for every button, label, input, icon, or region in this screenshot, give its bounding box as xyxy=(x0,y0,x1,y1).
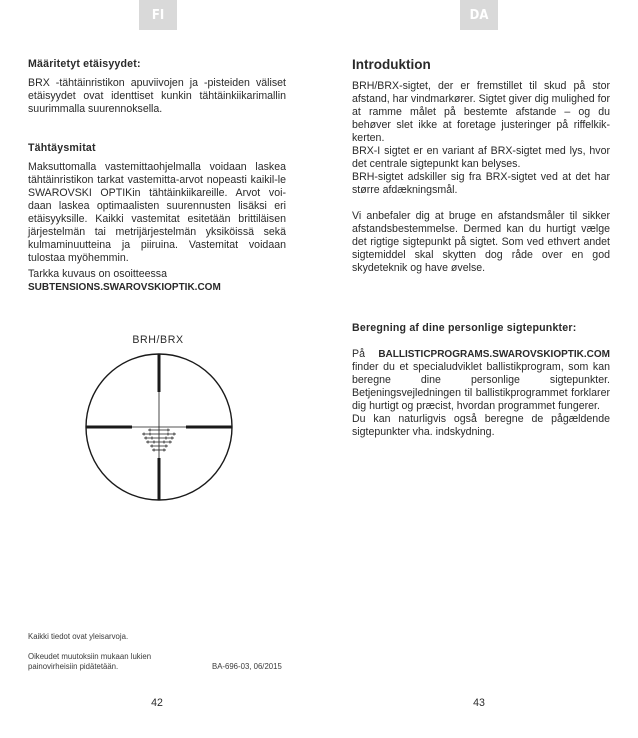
document-code: BA-696-03, 06/2015 xyxy=(212,662,282,671)
reticle-label: BRH/BRX xyxy=(132,334,184,346)
heading-distances: Määritetyt etäisyydet: xyxy=(28,58,141,70)
ballistic-body-text: finder du et specialudviklet ballistikprogram, som kan beregne dine personlige sigtepunkter. Betjeningsvejledningen til ballistikprogrammet forklarer dig hurtigt og præcist, hvordan programmet fungerer. xyxy=(352,361,610,412)
footnote-rights: Oikeudet muutoksiin mukaan lukien painovirheisiin pidätetään. xyxy=(28,652,152,671)
heading-subtensions: Tähtäysmitat xyxy=(28,142,96,154)
paragraph-brxi: BRX-I sigtet er en variant af BRX-sigtet med lys, hvor det centrale sigtepunkt kan belyses. xyxy=(352,145,610,170)
reticle-diagram xyxy=(84,352,234,502)
paragraph-intro: BRH/BRX-sigtet, der er fremstillet til skud på stor afstand, har vindmarkører. Sigtet giver dig mulighed for at ramme målet på bestemte afstande – og du behøver slet ikke at foretage justeringer på riffelkik-kerten. xyxy=(352,80,610,144)
footnote-values: Kaikki tiedot ovat yleisarvoja. xyxy=(28,632,129,641)
paragraph-ballistic xyxy=(352,348,610,413)
subtensions-link[interactable]: SUBTENSIONS.SWAROVSKIOPTIK.COM xyxy=(28,282,221,293)
ballistic-program-link[interactable]: BALLISTICPROGRAMS.SWAROVSKIOPTIK.COM xyxy=(378,349,610,360)
paragraph-subtensions: Maksuttomalla vastemittaohjelmalla voidaan laskea tähtäinristikon tarkat vastemitta-arvot nopeasti kaikil-le SWAROVSKI OPTIKin tähtäinkiikareille. Arvot voi-daan laskea optimaalisten suurennusten lisäksi eri etäisyyksille. Kaikki vastemitat esitetään brittiläisen järjestelmän tai metrijärjestelmän yksiköissä sekä kulmaminuutteina ja piiruina. Vastemitat voidaan tulostaa myöhemmin. xyxy=(28,161,286,264)
heading-calculation: Beregning af dine personlige sigtepunkter: xyxy=(352,322,577,334)
right-column xyxy=(352,58,610,439)
paragraph-brh: BRH-sigtet adskiller sig fra BRX-sigtet ved at det har større afdækningsmål. xyxy=(352,171,610,196)
heading-introduction: Introduktion xyxy=(352,57,431,72)
language-tab-da: DA xyxy=(460,0,498,30)
paragraph-zeroing: Du kan naturligvis også beregne de pågældende sigtepunkter vha. indskydning. xyxy=(352,413,610,438)
paragraph-distances: BRX -tähtäinristikon apuviivojen ja -pisteiden väliset etäisyydet ovat identtiset kunkin tähtäinkiikarimallin suurimmalla suurennoksella. xyxy=(28,77,286,115)
language-tab-fi: FI xyxy=(139,0,177,30)
page-number-right: 43 xyxy=(473,697,485,709)
paragraph-rangefinder: Vi anbefaler dig at bruge en afstandsmåler til sikker afstandsbestemmelse. Dermed kan du hurtigt vælge det rigtige sigtepunkt på sigtet. Som ved ethvert andet sigtemiddel skal skytten dog råde over en god skydeteknik og have øvelse. xyxy=(352,210,610,274)
left-column xyxy=(28,58,286,294)
page-number-left: 42 xyxy=(151,697,163,709)
paragraph-description-url: Tarkka kuvaus on osoitteessa xyxy=(28,268,167,280)
ballistic-intro-text: På xyxy=(352,348,379,360)
